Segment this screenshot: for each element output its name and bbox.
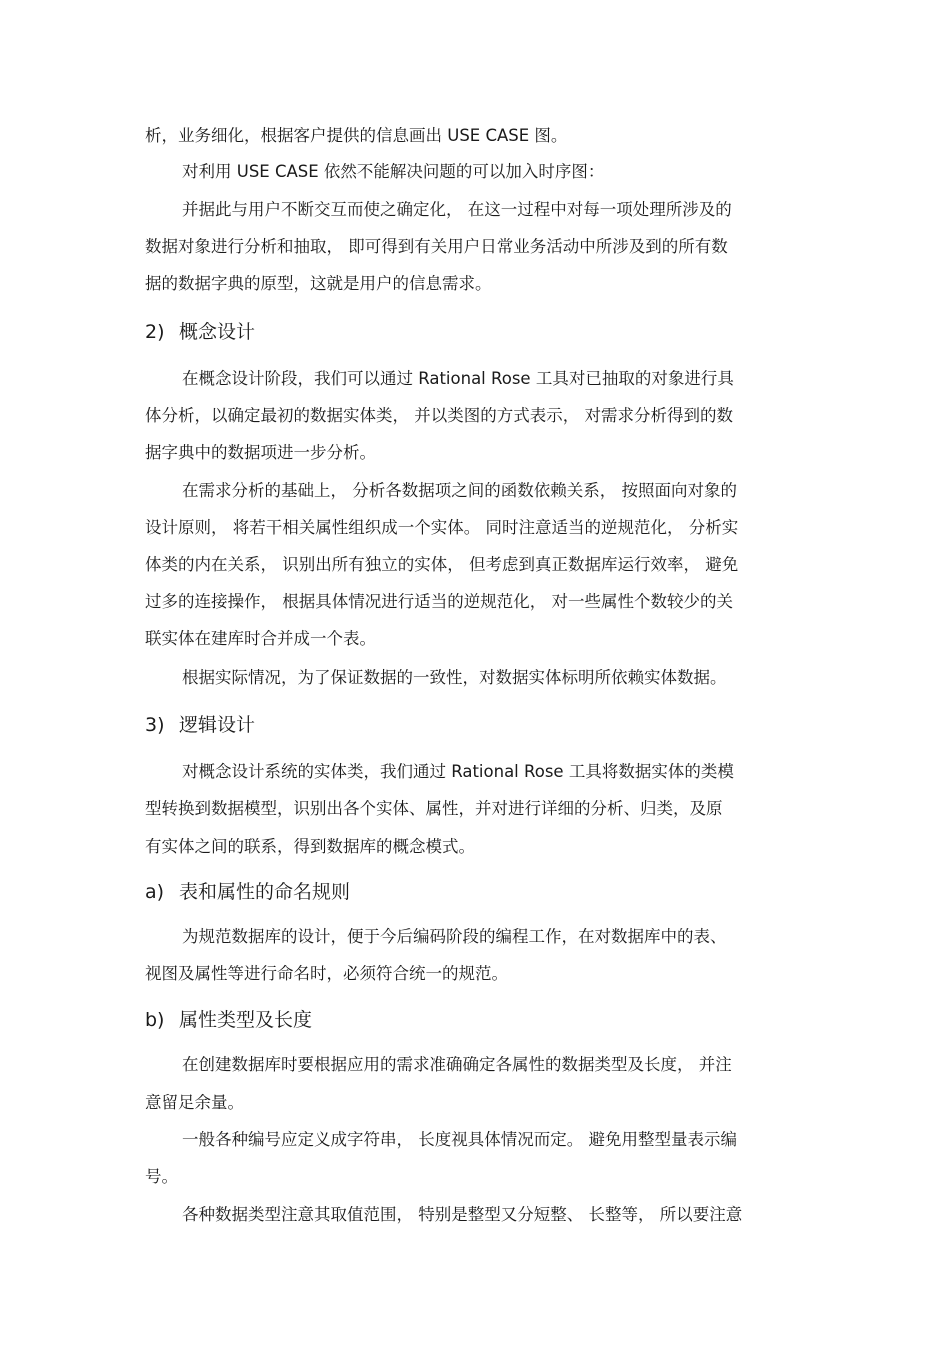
paragraph-line: 据字典中的数据项进一步分析。 bbox=[145, 443, 376, 462]
section-number: 2) bbox=[145, 321, 165, 343]
paragraph-line: 为规范数据库的设计，便于今后编码阶段的编程工作，在对数据库中的表、 bbox=[182, 927, 727, 946]
paragraph-line: 体类的内在关系， 识别出所有独立的实体， 但考虑到真正数据库运行效率， 避免 bbox=[145, 555, 739, 574]
paragraph-line: 在需求分析的基础上， 分析各数据项之间的函数依赖关系， 按照面向对象的 bbox=[182, 481, 737, 500]
paragraph-line: 根据实际情况，为了保证数据的一致性，对数据实体标明所依赖实体数据。 bbox=[182, 668, 727, 687]
paragraph-line: 在创建数据库时要根据应用的需求准确确定各属性的数据类型及长度， 并注 bbox=[182, 1055, 732, 1074]
paragraph-line: 视图及属性等进行命名时，必须符合统一的规范。 bbox=[145, 964, 508, 983]
section-heading-2 bbox=[145, 321, 255, 343]
section-title: 逻辑设计 bbox=[179, 714, 256, 736]
paragraph-line: 号。 bbox=[145, 1167, 178, 1186]
paragraph-line: 各种数据类型注意其取值范围， 特别是整型又分短整、 长整等， 所以要注意 bbox=[182, 1205, 743, 1224]
paragraph-line: 有实体之间的联系，得到数据库的概念模式。 bbox=[145, 837, 475, 856]
paragraph-line: 联实体在建库时合并成一个表。 bbox=[145, 629, 376, 648]
section-title: 概念设计 bbox=[179, 321, 256, 343]
paragraph-line: 型转换到数据模型，识别出各个实体、属性，并对进行详细的分析、归类，及原 bbox=[145, 799, 723, 818]
section-number: a) bbox=[145, 881, 165, 903]
section-number: 3) bbox=[145, 714, 165, 736]
paragraph-line: 一般各种编号应定义成字符串， 长度视具体情况而定。 避免用整型量表示编 bbox=[182, 1130, 737, 1149]
paragraph-line: 并据此与用户不断交互而使之确定化， 在这一过程中对每一项处理所涉及的 bbox=[182, 200, 732, 219]
section-title: 属性类型及长度 bbox=[179, 1009, 313, 1031]
section-title: 表和属性的命名规则 bbox=[179, 881, 351, 903]
section-number: b) bbox=[145, 1009, 165, 1031]
paragraph-line: 析，业务细化，根据客户提供的信息画出 USE CASE 图。 bbox=[145, 126, 568, 145]
subsection-heading-b bbox=[145, 1009, 312, 1031]
section-heading-3 bbox=[145, 714, 255, 736]
paragraph-line: 意留足余量。 bbox=[145, 1093, 244, 1112]
paragraph-line: 体分析，以确定最初的数据实体类， 并以类图的方式表示， 对需求分析得到的数 bbox=[145, 406, 733, 425]
paragraph-line: 对利用 USE CASE 依然不能解决问题的可以加入时序图： bbox=[182, 162, 605, 181]
paragraph-line: 设计原则， 将若干相关属性组织成一个实体。 同时注意适当的逆规范化， 分析实 bbox=[145, 518, 739, 537]
paragraph-line: 据的数据字典的原型，这就是用户的信息需求。 bbox=[145, 274, 492, 293]
paragraph-line: 对概念设计系统的实体类，我们通过 Rational Rose 工具将数据实体的类模 bbox=[182, 762, 734, 781]
paragraph-line: 在概念设计阶段，我们可以通过 Rational Rose 工具对已抽取的对象进行具 bbox=[182, 369, 734, 388]
subsection-heading-a bbox=[145, 881, 350, 903]
paragraph-line: 数据对象进行分析和抽取， 即可得到有关用户日常业务活动中所涉及到的所有数 bbox=[145, 237, 728, 256]
paragraph-line: 过多的连接操作， 根据具体情况进行适当的逆规范化， 对一些属性个数较少的关 bbox=[145, 592, 733, 611]
